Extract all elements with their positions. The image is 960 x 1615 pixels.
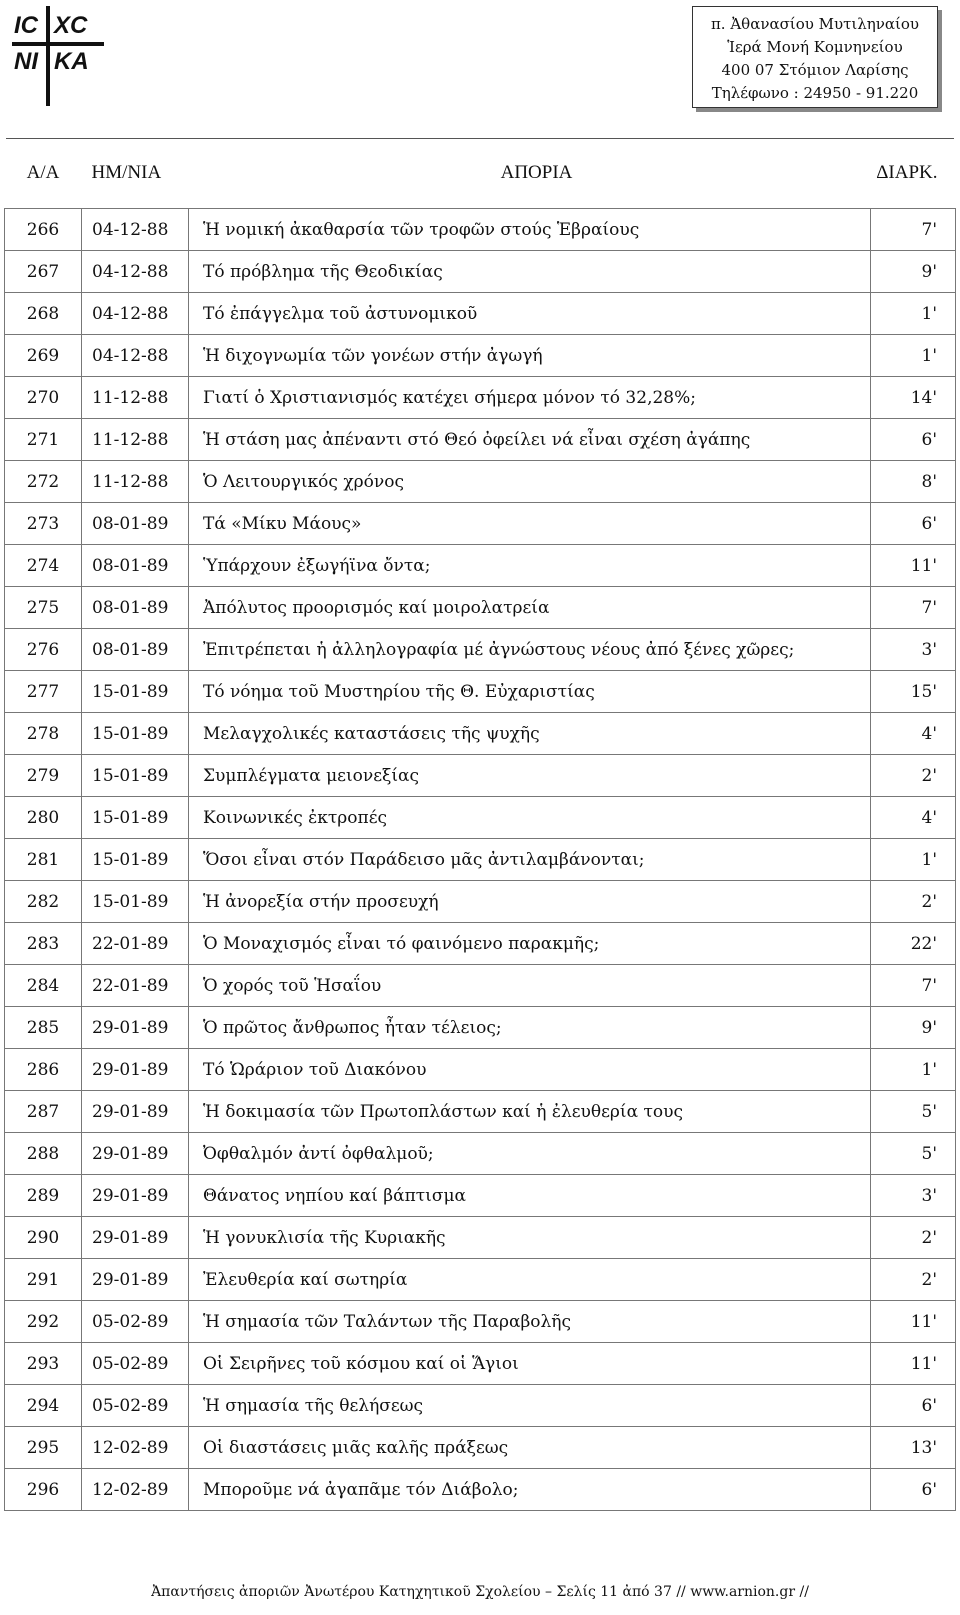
row-question: Ὁ Μοναχισμός εἶναι τό φαινόμενο παρακμῆς; [189, 923, 871, 965]
table-row [5, 755, 956, 797]
row-number: 296 [5, 1469, 82, 1511]
row-number: 288 [5, 1133, 82, 1175]
row-date: 08-01-89 [82, 629, 189, 671]
logo-letters-ni: NI [14, 48, 38, 75]
row-question: Συμπλέγματα μειονεξίας [189, 755, 871, 797]
row-number: 285 [5, 1007, 82, 1049]
row-number: 269 [5, 335, 82, 377]
table-row [5, 209, 956, 251]
row-question: Θάνατος νηπίου καί βάπτισμα [189, 1175, 871, 1217]
address-line-name: π. Ἀθανασίου Μυτιληναίου [710, 15, 920, 33]
row-date: 08-01-89 [82, 587, 189, 629]
row-duration: 5' [871, 1091, 956, 1133]
row-number: 282 [5, 881, 82, 923]
row-number: 266 [5, 209, 82, 251]
table-row [5, 1133, 956, 1175]
row-number: 268 [5, 293, 82, 335]
row-question: Ὑπάρχουν ἐξωγήϊνα ὄντα; [189, 545, 871, 587]
row-question: Γιατί ὁ Χριστιανισμός κατέχει σήμερα μόνον τό 32,28%; [189, 377, 871, 419]
table-row [5, 965, 956, 1007]
row-question: Ἡ γονυκλισία τῆς Κυριακῆς [189, 1217, 871, 1259]
row-duration: 11' [871, 545, 956, 587]
row-date: 11-12-88 [82, 377, 189, 419]
row-duration: 5' [871, 1133, 956, 1175]
row-number: 284 [5, 965, 82, 1007]
row-number: 290 [5, 1217, 82, 1259]
row-duration: 1' [871, 1049, 956, 1091]
row-question: Ὀφθαλμόν ἀντί ὀφθαλμοῦ; [189, 1133, 871, 1175]
row-date: 29-01-89 [82, 1175, 189, 1217]
row-date: 29-01-89 [82, 1133, 189, 1175]
row-duration: 6' [871, 419, 956, 461]
row-number: 272 [5, 461, 82, 503]
table-row [5, 1427, 956, 1469]
table-row [5, 1385, 956, 1427]
row-date: 04-12-88 [82, 251, 189, 293]
header-duration: ΔΙΑΡΚ. [876, 162, 938, 183]
table-row [5, 797, 956, 839]
row-duration: 7' [871, 587, 956, 629]
row-date: 29-01-89 [82, 1091, 189, 1133]
row-duration: 1' [871, 293, 956, 335]
table-row [5, 1301, 956, 1343]
row-date: 29-01-89 [82, 1217, 189, 1259]
row-duration: 8' [871, 461, 956, 503]
row-question: Τό νόημα τοῦ Μυστηρίου τῆς Θ. Εὐχαριστίας [189, 671, 871, 713]
row-number: 273 [5, 503, 82, 545]
row-duration: 13' [871, 1427, 956, 1469]
table-row [5, 461, 956, 503]
row-question: Τό πρόβλημα τῆς Θεοδικίας [189, 251, 871, 293]
row-duration: 6' [871, 1385, 956, 1427]
table-row [5, 293, 956, 335]
row-question: Ὁ πρῶτος ἄνθρωπος ἦταν τέλειος; [189, 1007, 871, 1049]
row-number: 280 [5, 797, 82, 839]
row-date: 04-12-88 [82, 293, 189, 335]
row-date: 15-01-89 [82, 755, 189, 797]
row-date: 29-01-89 [82, 1259, 189, 1301]
row-duration: 3' [871, 629, 956, 671]
row-number: 271 [5, 419, 82, 461]
row-number: 267 [5, 251, 82, 293]
row-date: 15-01-89 [82, 671, 189, 713]
table-row [5, 881, 956, 923]
row-duration: 4' [871, 713, 956, 755]
table-row [5, 1469, 956, 1511]
row-date: 22-01-89 [82, 965, 189, 1007]
row-question: Μελαγχολικές καταστάσεις τῆς ψυχῆς [189, 713, 871, 755]
table-row [5, 377, 956, 419]
table-row [5, 251, 956, 293]
row-question: Οἱ Σειρῆνες τοῦ κόσμου καί οἱ Ἅγιοι [189, 1343, 871, 1385]
row-duration: 11' [871, 1301, 956, 1343]
row-date: 15-01-89 [82, 881, 189, 923]
row-number: 295 [5, 1427, 82, 1469]
row-number: 275 [5, 587, 82, 629]
address-line-postal: 400 07 Στόμιον Λαρίσης [721, 61, 909, 79]
row-duration: 1' [871, 335, 956, 377]
table-row [5, 671, 956, 713]
row-question: Μποροῦμε νά ἀγαπᾶμε τόν Διάβολο; [189, 1469, 871, 1511]
row-duration: 6' [871, 503, 956, 545]
row-question: Κοινωνικές ἐκτροπές [189, 797, 871, 839]
row-number: 276 [5, 629, 82, 671]
address-box [692, 6, 938, 108]
table-row [5, 419, 956, 461]
row-question: Ὁ χορός τοῦ Ἡσαΐου [189, 965, 871, 1007]
table-row [5, 545, 956, 587]
table-header-row [5, 150, 956, 196]
row-duration: 7' [871, 965, 956, 1007]
row-date: 22-01-89 [82, 923, 189, 965]
table-row [5, 839, 956, 881]
row-date: 08-01-89 [82, 545, 189, 587]
row-date: 15-01-89 [82, 839, 189, 881]
row-question: Ὅσοι εἶναι στόν Παράδεισο μᾶς ἀντιλαμβάνονται; [189, 839, 871, 881]
cross-horizontal-bar [12, 42, 104, 46]
row-date: 05-02-89 [82, 1343, 189, 1385]
row-question: Ἡ σημασία τῆς θελήσεως [189, 1385, 871, 1427]
row-question: Ἡ ἀνορεξία στήν προσευχή [189, 881, 871, 923]
row-number: 286 [5, 1049, 82, 1091]
row-duration: 2' [871, 1259, 956, 1301]
row-duration: 7' [871, 209, 956, 251]
table-row [5, 1259, 956, 1301]
row-date: 29-01-89 [82, 1007, 189, 1049]
row-number: 294 [5, 1385, 82, 1427]
row-number: 283 [5, 923, 82, 965]
row-duration: 9' [871, 251, 956, 293]
row-duration: 14' [871, 377, 956, 419]
row-date: 05-02-89 [82, 1385, 189, 1427]
row-date: 04-12-88 [82, 335, 189, 377]
questions-table [4, 150, 956, 1511]
row-number: 270 [5, 377, 82, 419]
row-question: Τό ἐπάγγελμα τοῦ ἀστυνομικοῦ [189, 293, 871, 335]
header-number: Α/Α [26, 162, 60, 183]
table-row [5, 923, 956, 965]
row-date: 12-02-89 [82, 1427, 189, 1469]
row-duration: 11' [871, 1343, 956, 1385]
row-date: 11-12-88 [82, 419, 189, 461]
row-date: 05-02-89 [82, 1301, 189, 1343]
header-divider [6, 138, 954, 139]
row-question: Τά «Μίκυ Μάους» [189, 503, 871, 545]
row-number: 278 [5, 713, 82, 755]
table-row [5, 1175, 956, 1217]
cross-vertical-bar [46, 6, 50, 106]
row-date: 15-01-89 [82, 713, 189, 755]
row-number: 274 [5, 545, 82, 587]
row-duration: 3' [871, 1175, 956, 1217]
table-row [5, 629, 956, 671]
table-row [5, 587, 956, 629]
row-number: 293 [5, 1343, 82, 1385]
row-number: 291 [5, 1259, 82, 1301]
row-question: Ὁ Λειτουργικός χρόνος [189, 461, 871, 503]
row-number: 281 [5, 839, 82, 881]
row-date: 04-12-88 [82, 209, 189, 251]
row-question: Τό Ὡράριον τοῦ Διακόνου [189, 1049, 871, 1091]
page-footer: Ἀπαντήσεις ἀποριῶν Ἀνωτέρου Κατηχητικοῦ Σχολείου – Σελίς 11 ἀπό 37 // www.arnion.gr // [151, 1584, 809, 1600]
row-number: 287 [5, 1091, 82, 1133]
row-duration: 22' [871, 923, 956, 965]
header-question: ΑΠΟΡΙΑ [500, 162, 573, 183]
icxc-nika-cross-logo [12, 6, 104, 106]
row-date: 12-02-89 [82, 1469, 189, 1511]
row-question: Ἡ σημασία τῶν Ταλάντων τῆς Παραβολῆς [189, 1301, 871, 1343]
row-duration: 2' [871, 881, 956, 923]
table-row [5, 335, 956, 377]
row-question: Ἡ νομική ἀκαθαρσία τῶν τροφῶν στούς Ἑβραίους [189, 209, 871, 251]
table-row [5, 1049, 956, 1091]
row-question: Ἀπόλυτος προορισμός καί μοιρολατρεία [189, 587, 871, 629]
row-duration: 6' [871, 1469, 956, 1511]
address-line-monastery: Ἱερά Μονή Κομνηνείου [727, 38, 903, 56]
row-duration: 1' [871, 839, 956, 881]
row-question: Ἐλευθερία καί σωτηρία [189, 1259, 871, 1301]
row-question: Ἐπιτρέπεται ἡ ἀλληλογραφία μέ ἀγνώστους νέους ἀπό ξένες χῶρες; [189, 629, 871, 671]
logo-letters-ka: KA [54, 48, 89, 75]
row-question: Οἱ διαστάσεις μιᾶς καλῆς πράξεως [189, 1427, 871, 1469]
row-duration: 2' [871, 1217, 956, 1259]
logo-letters-ic: IC [14, 12, 38, 39]
row-number: 292 [5, 1301, 82, 1343]
row-question: Ἡ διχογνωμία τῶν γονέων στήν ἀγωγή [189, 335, 871, 377]
row-date: 11-12-88 [82, 461, 189, 503]
row-date: 29-01-89 [82, 1049, 189, 1091]
row-question: Ἡ στάση μας ἀπέναντι στό Θεό ὀφείλει νά εἶναι σχέση ἀγάπης [189, 419, 871, 461]
table-row [5, 1217, 956, 1259]
row-duration: 9' [871, 1007, 956, 1049]
table-row [5, 503, 956, 545]
table-row [5, 1007, 956, 1049]
row-duration: 15' [871, 671, 956, 713]
row-date: 15-01-89 [82, 797, 189, 839]
row-duration: 4' [871, 797, 956, 839]
row-number: 289 [5, 1175, 82, 1217]
table-row [5, 713, 956, 755]
row-question: Ἡ δοκιμασία τῶν Πρωτοπλάστων καί ἡ ἐλευθερία τους [189, 1091, 871, 1133]
table-row [5, 1343, 956, 1385]
row-duration: 2' [871, 755, 956, 797]
logo-letters-xc: XC [54, 12, 88, 39]
header-date: ΗΜ/ΝΙΑ [91, 162, 162, 183]
address-line-phone: Τηλέφωνο : 24950 - 91.220 [711, 84, 919, 102]
table-row [5, 1091, 956, 1133]
row-number: 277 [5, 671, 82, 713]
row-date: 08-01-89 [82, 503, 189, 545]
table-body [5, 209, 956, 1511]
row-number: 279 [5, 755, 82, 797]
